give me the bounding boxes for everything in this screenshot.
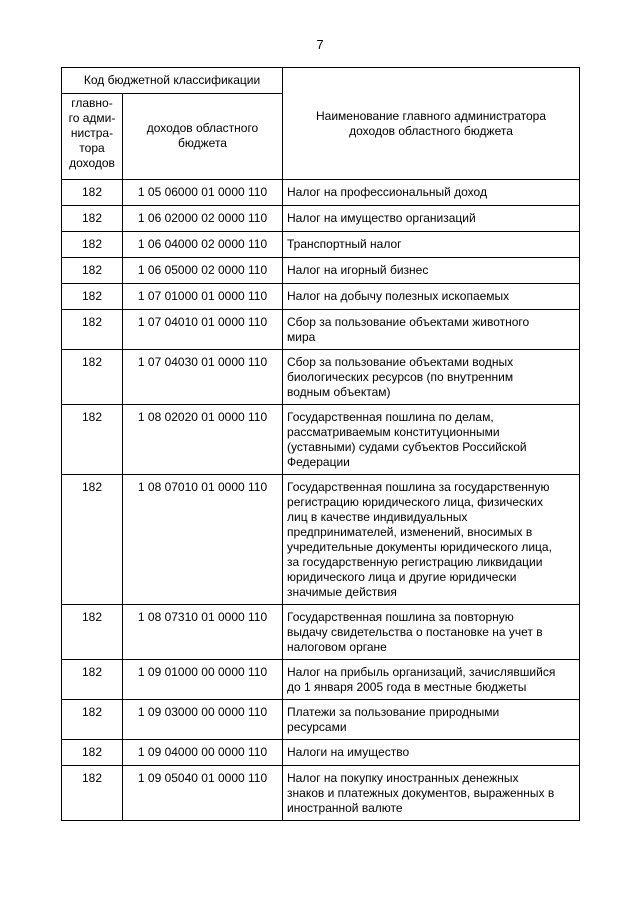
income-code-cell: 1 08 02020 01 0000 110 [123,405,283,475]
income-name-line: знаков и платежных документов, выраженных в [287,786,555,800]
income-name-line: предпринимателей, изменений, вносимых в [287,525,533,539]
header-budget-classification-code: Код бюджетной классификации [62,68,283,94]
table-row [62,766,580,821]
header-admin-line: доходов [69,156,115,170]
income-code-cell: 1 06 02000 02 0000 110 [123,206,283,232]
income-code-cell: 1 09 03000 00 0000 110 [123,700,283,740]
income-name-cell [283,740,580,766]
income-name-cell [283,350,580,405]
table-row [62,405,580,475]
admin-code-cell: 182 [62,766,123,821]
header-admin-line: нистра- [70,126,114,140]
income-name-cell [283,405,580,475]
admin-code-cell: 182 [62,350,123,405]
income-name-line: Транспортный налог [287,237,402,251]
budget-classification-table [61,67,580,821]
income-code-cell: 1 07 01000 01 0000 110 [123,284,283,310]
income-name-line: учредительные документы юридического лица, [287,540,552,554]
page-number: 7 [316,37,324,52]
header-admin-line: го адми- [68,111,116,125]
income-name-line: Налог на добычу полезных ископаемых [287,289,510,303]
income-code-cell: 1 05 06000 01 0000 110 [123,180,283,206]
income-code-cell: 1 09 05040 01 0000 110 [123,766,283,821]
income-code-cell: 1 07 04030 01 0000 110 [123,350,283,405]
income-name-cell [283,232,580,258]
income-name-line: Государственная пошлина за государственную [287,480,550,494]
income-name-line: мира [287,330,316,344]
income-name-cell [283,258,580,284]
admin-code-cell: 182 [62,700,123,740]
admin-code-cell: 182 [62,232,123,258]
income-name-line: Налоги на имущество [287,745,410,759]
table-row [62,740,580,766]
table-row [62,258,580,284]
income-code-cell: 1 08 07310 01 0000 110 [123,605,283,660]
admin-code-cell: 182 [62,405,123,475]
income-name-line: Сбор за пользование объектами водных [287,355,514,369]
income-name-cell [283,700,580,740]
table-row [62,206,580,232]
income-name-line: ресурсами [287,720,347,734]
income-name-line: Налог на профессиональный доход [287,185,487,199]
income-code-cell: 1 09 01000 00 0000 110 [123,660,283,700]
income-name-cell [283,206,580,232]
income-name-line: налоговом органе [287,640,387,654]
income-name-line: Федерации [287,455,350,469]
income-name-line: до 1 января 2005 года в местные бюджеты [287,680,527,694]
header-name-line: доходов областного бюджета [349,123,513,138]
income-name-line: регистрацию юридического лица, физических [287,495,543,509]
income-name-cell [283,605,580,660]
admin-code-cell: 182 [62,740,123,766]
income-name-line: водным объектам) [287,385,391,399]
income-name-line: лиц в качестве индивидуальных [287,510,468,524]
table-row [62,180,580,206]
admin-code-cell: 182 [62,605,123,660]
income-code-cell: 1 07 04010 01 0000 110 [123,310,283,350]
table-row [62,605,580,660]
income-name-line: рассматриваемым конституционными [287,425,500,439]
header-admin-line: тора [79,141,105,155]
income-name-line: иностранной валюте [287,801,403,815]
admin-code-cell: 182 [62,284,123,310]
header-name-line: Наименование главного администратора [316,108,547,123]
admin-code-cell: 182 [62,180,123,206]
income-name-line: Налог на покупку иностранных денежных [287,771,519,785]
header-administrator-name [283,68,580,180]
income-name-line: Налог на имущество организаций [287,211,476,225]
income-name-cell [283,766,580,821]
income-name-line: (уставными) судами субъектов Российской [287,440,527,454]
income-name-line: Налог на игорный бизнес [287,263,429,277]
income-name-line: Платежи за пользование природными [287,705,500,719]
header-chief-administrator [62,94,123,180]
income-name-line: Государственная пошлина за повторную [287,610,514,624]
table-row [62,232,580,258]
income-name-line: юридического лица и другие юридически [287,570,517,584]
income-name-cell [283,284,580,310]
income-name-line: Сбор за пользование объектами животного [287,315,530,329]
income-code-cell: 1 06 05000 02 0000 110 [123,258,283,284]
income-name-cell [283,475,580,605]
table-row [62,700,580,740]
table-row [62,660,580,700]
income-name-cell [283,180,580,206]
income-name-line: значимые действия [287,585,397,599]
header-regional-budget-income [123,94,283,180]
income-name-cell [283,660,580,700]
income-code-cell: 1 08 07010 01 0000 110 [123,475,283,605]
income-name-cell [283,310,580,350]
income-name-line: за государственную регистрацию ликвидации [287,555,543,569]
income-code-cell: 1 06 04000 02 0000 110 [123,232,283,258]
income-name-line: выдачу свидетельства о постановке на учет в [287,625,543,639]
admin-code-cell: 182 [62,475,123,605]
table-row [62,475,580,605]
admin-code-cell: 182 [62,258,123,284]
table-row [62,310,580,350]
income-name-line: биологических ресурсов (по внутренним [287,370,514,384]
header-income-line: бюджета [178,136,227,150]
income-code-cell: 1 09 04000 00 0000 110 [123,740,283,766]
header-admin-line: главно- [71,96,113,110]
income-name-line: Налог на прибыль организаций, зачислявшийся [287,665,556,679]
table-row [62,284,580,310]
admin-code-cell: 182 [62,310,123,350]
table-row [62,350,580,405]
admin-code-cell: 182 [62,206,123,232]
header-income-line: доходов областного [146,121,259,135]
income-name-line: Государственная пошлина по делам, [287,410,494,424]
header-row-group [62,68,580,94]
admin-code-cell: 182 [62,660,123,700]
